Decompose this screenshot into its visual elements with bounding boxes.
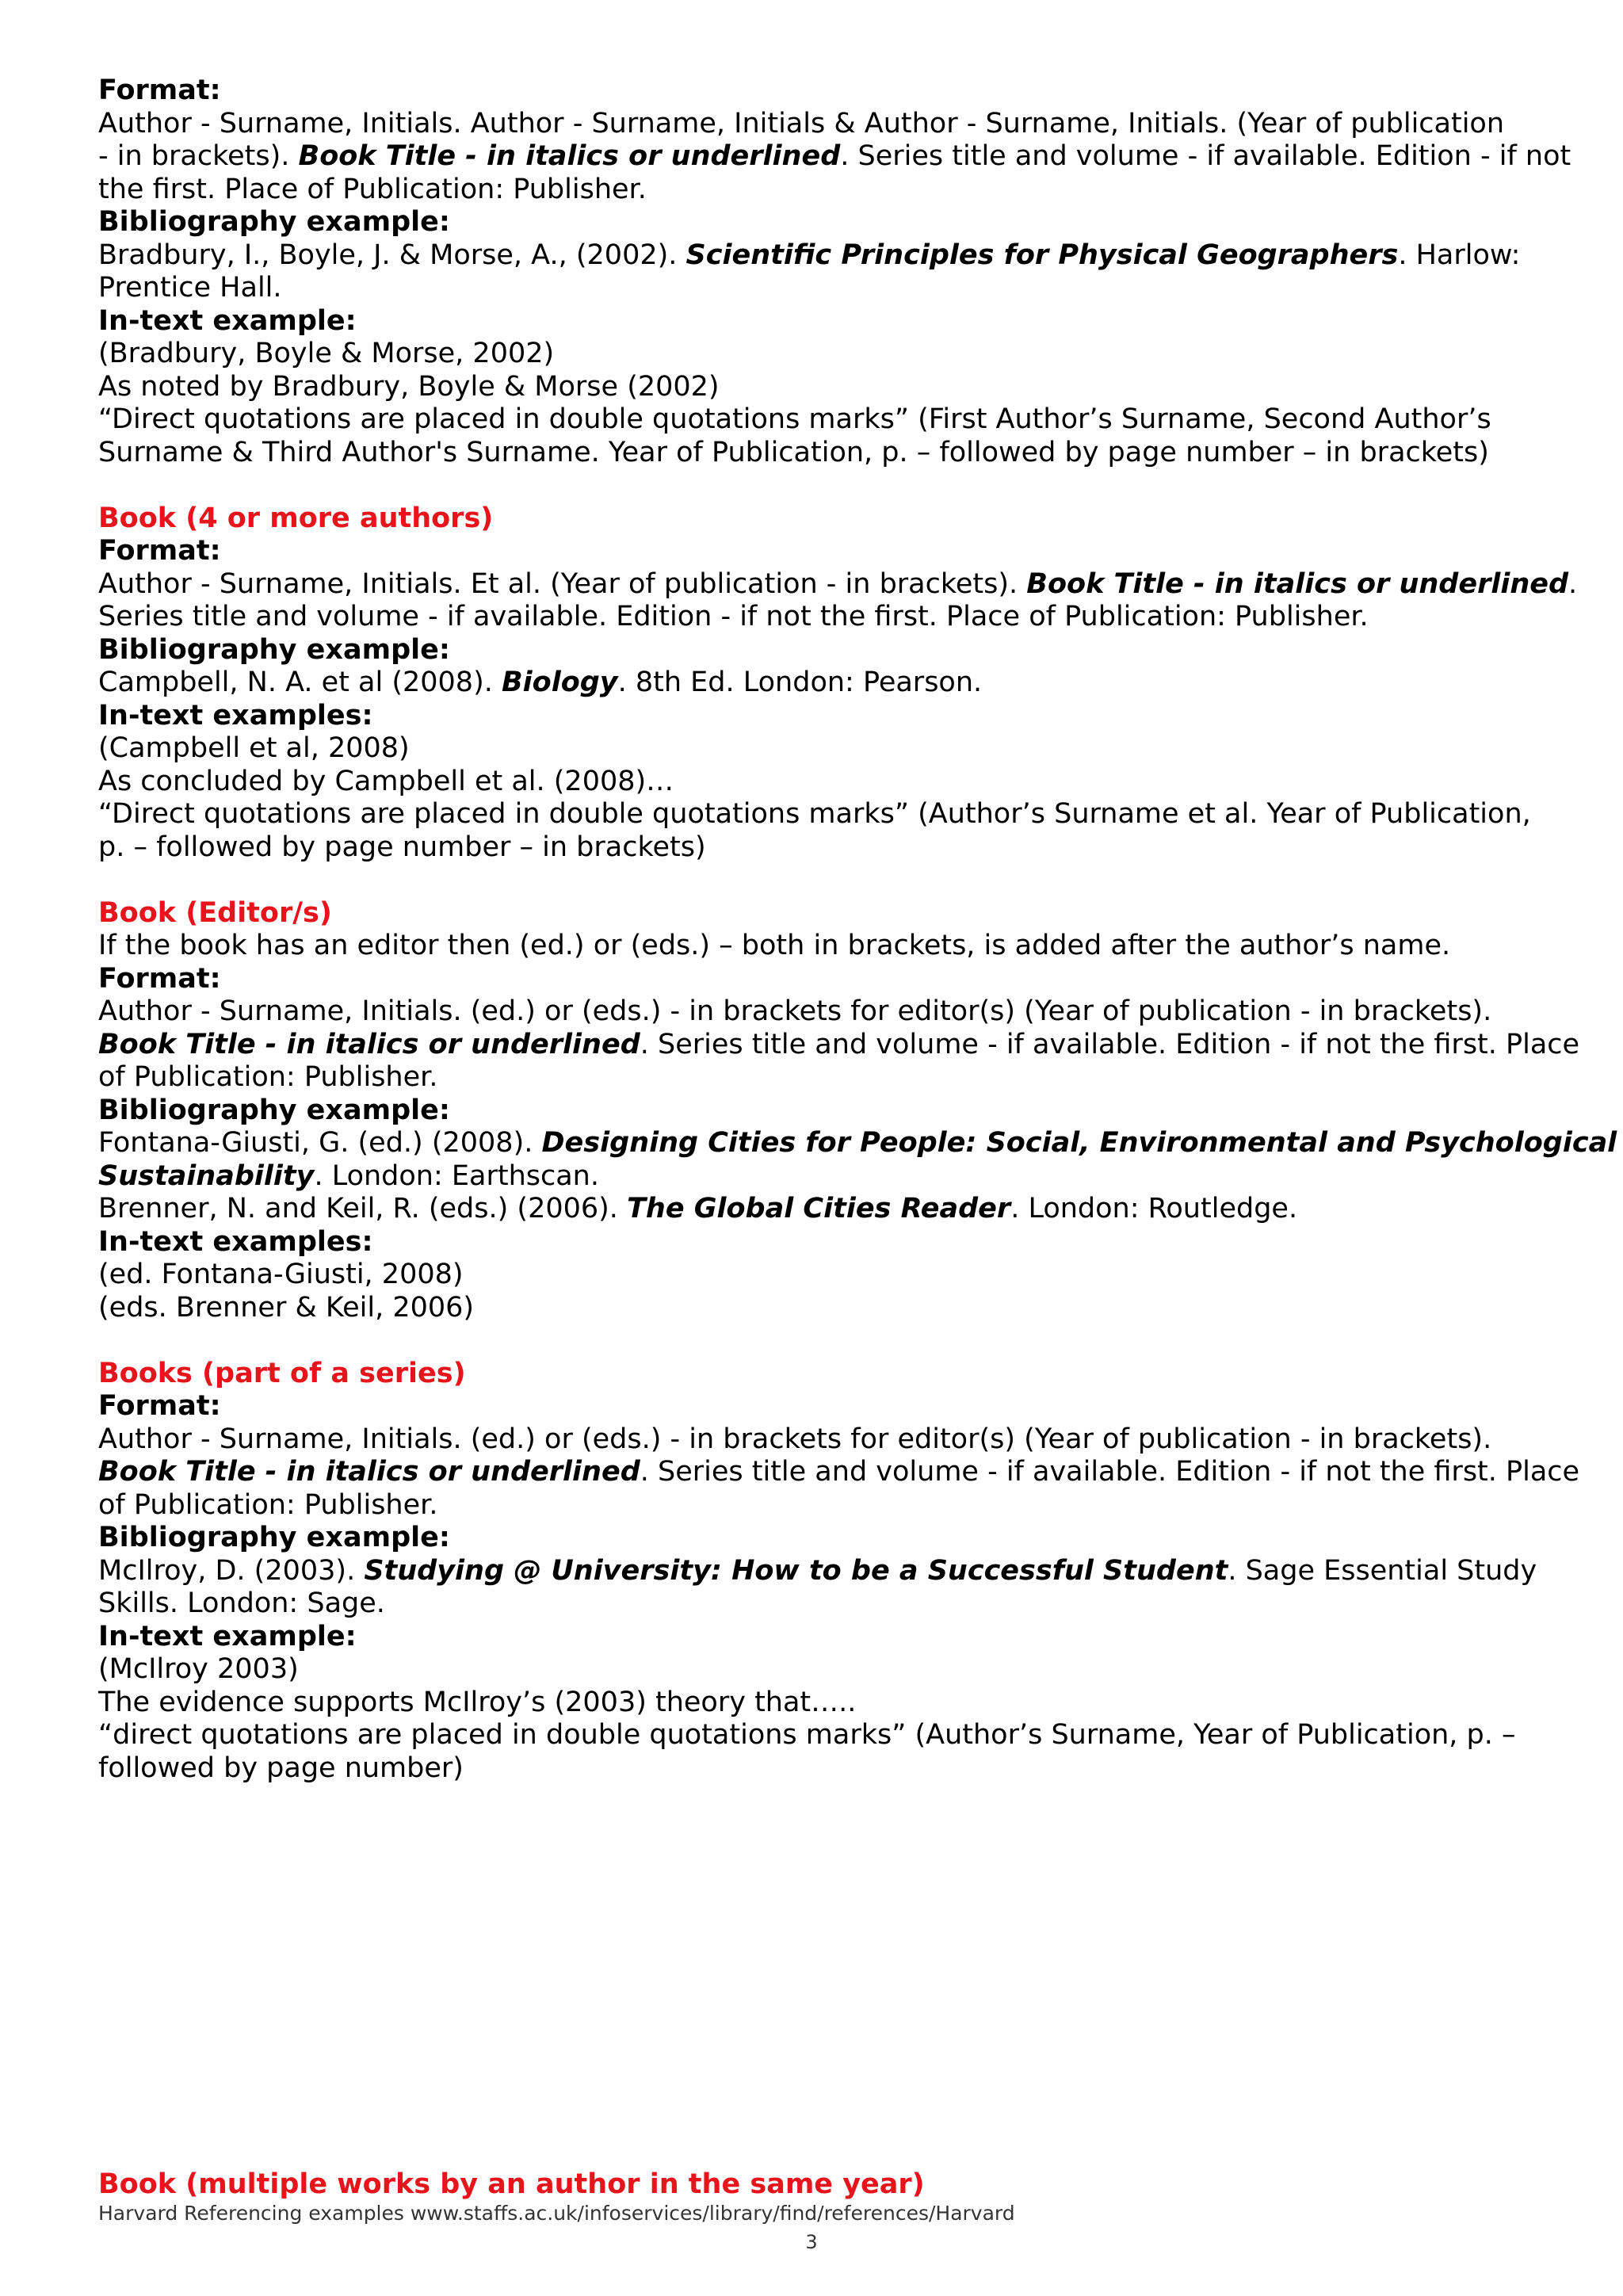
section-spacer xyxy=(98,469,1549,502)
text-line xyxy=(98,140,1571,174)
text-line xyxy=(98,766,1549,799)
text-line xyxy=(98,174,1549,207)
book-title: Book Title - in italics or underlined xyxy=(98,1456,640,1488)
text-line xyxy=(98,1456,1580,1489)
text-line xyxy=(98,437,1549,470)
text-line xyxy=(98,371,1549,404)
text-line xyxy=(98,1061,1549,1095)
text-run: (McIlroy 2003) xyxy=(98,1653,299,1685)
book-title: Designing Cities for People: Social, Environmental and Psychological xyxy=(541,1127,1617,1159)
book-title: Studying @ University: How to be a Successful Student xyxy=(364,1554,1228,1587)
text-line xyxy=(98,601,1549,634)
text-line xyxy=(98,1127,1617,1160)
bibliography-label: Bibliography example: xyxy=(98,206,450,238)
text-line xyxy=(98,1028,1580,1062)
bottom-section xyxy=(98,2168,1549,2202)
text-run: p. – followed by page number – in brackets) xyxy=(98,831,706,863)
format-text xyxy=(98,567,1578,634)
bibliography-example xyxy=(98,1127,1617,1226)
text-run: Fontana-Giusti, G. (ed.) (2008). xyxy=(98,1127,542,1159)
section-series xyxy=(98,1357,1580,1786)
text-run: Series title and volume - if available. Edition - if not the first. Place of Publication: Publisher. xyxy=(98,601,1369,632)
text-run: . Series title and volume - if available. Edition - if not xyxy=(840,140,1571,172)
text-run: (ed. Fontana-Giusti, 2008) xyxy=(98,1259,464,1290)
text-run: “direct quotations are placed in double quotations marks” (Author’s Surname, Year of Publication, p. – xyxy=(98,1719,1516,1751)
format-text xyxy=(98,995,1580,1095)
text-line xyxy=(98,995,1549,1029)
page-content xyxy=(98,74,1617,1785)
text-run: of Publication: Publisher. xyxy=(98,1061,438,1093)
footer-text: Harvard Referencing examples www.staffs.ac.uk/infoservices/library/find/references/Harvard xyxy=(98,2202,1015,2225)
text-run: . Series title and volume - if available. Edition - if not the first. Place xyxy=(640,1456,1580,1488)
text-line xyxy=(98,1489,1549,1522)
intext-example xyxy=(98,732,1549,864)
text-run: Author - Surname, Initials. Author - Surname, Initials & Author - Surname, Initials. (Year of publication xyxy=(98,107,1505,139)
text-run: Author - Surname, Initials. Et al. (Year of publication - in brackets). xyxy=(98,567,1027,600)
format-label: Format: xyxy=(98,1390,221,1422)
text-line xyxy=(98,1193,1549,1226)
section-heading: Book (4 or more authors) xyxy=(98,502,494,534)
text-run: As noted by Bradbury, Boyle & Morse (2002) xyxy=(98,370,720,403)
section-heading: Book (multiple works by an author in the same year) xyxy=(98,2168,925,2200)
bibliography-label: Bibliography example: xyxy=(98,1094,450,1126)
text-line xyxy=(98,403,1549,437)
intext-label: In-text examples: xyxy=(98,699,373,732)
section-three-authors xyxy=(98,74,1571,469)
intext-label: In-text example: xyxy=(98,1620,357,1652)
section-editors xyxy=(98,896,1617,1325)
format-text xyxy=(98,107,1571,207)
section-heading: Book (Editor/s) xyxy=(98,896,332,929)
book-title: The Global Cities Reader xyxy=(627,1193,1011,1224)
text-line xyxy=(98,1719,1549,1752)
text-line xyxy=(98,239,1549,273)
format-label: Format: xyxy=(98,74,221,106)
text-line xyxy=(98,1292,1549,1325)
text-run: (Campbell et al, 2008) xyxy=(98,732,410,764)
text-run: the first. Place of Publication: Publisher. xyxy=(98,173,647,205)
text-line xyxy=(98,1259,1549,1292)
intext-example xyxy=(98,1653,1549,1785)
text-run: Author - Surname, Initials. (ed.) or (eds.) - in brackets for editor(s) (Year of publication - in brackets). xyxy=(98,1423,1492,1455)
intext-example xyxy=(98,1259,1549,1324)
text-line xyxy=(98,798,1549,831)
text-line xyxy=(98,732,1549,766)
book-title: Book Title - in italics or underlined xyxy=(298,140,841,172)
text-line xyxy=(98,1653,1549,1687)
text-line xyxy=(98,667,1549,700)
book-title: Scientific Principles for Physical Geographers xyxy=(685,239,1399,271)
text-run: McIlroy, D. (2003). xyxy=(98,1554,365,1587)
text-run: Brenner, N. and Keil, R. (eds.) (2006). xyxy=(98,1193,628,1224)
text-line xyxy=(98,272,1549,305)
text-run: . 8th Ed. London: Pearson. xyxy=(617,667,983,698)
text-line xyxy=(98,831,1549,865)
text-line xyxy=(98,1587,1549,1621)
book-title: Sustainability xyxy=(98,1159,315,1192)
book-title: Book Title - in italics or underlined xyxy=(98,1028,640,1060)
text-line xyxy=(98,1687,1549,1720)
text-run: . Series title and volume - if available. Edition - if not the first. Place xyxy=(640,1028,1580,1060)
bibliography-example xyxy=(98,239,1549,305)
bibliography-label: Bibliography example: xyxy=(98,1522,450,1553)
text-run: Surname & Third Author's Surname. Year of Publication, p. – followed by page number – in brackets) xyxy=(98,436,1489,468)
intext-label: In-text example: xyxy=(98,304,357,337)
text-run: . London: Routledge. xyxy=(1010,1193,1298,1224)
text-run: - in brackets). xyxy=(98,140,299,172)
text-line xyxy=(98,108,1549,141)
text-run: (eds. Brenner & Keil, 2006) xyxy=(98,1291,475,1324)
format-text xyxy=(98,1423,1580,1522)
text-line xyxy=(98,1423,1549,1457)
section-spacer xyxy=(98,1324,1549,1358)
text-run: (Bradbury, Boyle & Morse, 2002) xyxy=(98,338,555,369)
text-run: If the book has an editor then (ed.) or (eds.) – both in brackets, is added after the author’s name. xyxy=(98,930,1451,961)
text-line xyxy=(98,1752,1549,1786)
format-label: Format: xyxy=(98,535,221,567)
text-line xyxy=(98,1555,1549,1588)
bibliography-label: Bibliography example: xyxy=(98,633,450,666)
section-heading: Books (part of a series) xyxy=(98,1357,466,1389)
text-run: “Direct quotations are placed in double quotations marks” (Author’s Surname et al. Year of Publication, xyxy=(98,798,1531,830)
section-four-authors xyxy=(98,502,1578,865)
text-run: Campbell, N. A. et al (2008). xyxy=(98,667,502,698)
text-run: The evidence supports McIlroy’s (2003) theory that….. xyxy=(98,1686,857,1718)
text-run: Author - Surname, Initials. (ed.) or (eds.) - in brackets for editor(s) (Year of publication - in brackets). xyxy=(98,995,1492,1027)
text-run: Skills. London: Sage. xyxy=(98,1587,385,1619)
text-run: of Publication: Publisher. xyxy=(98,1488,438,1521)
section-spacer xyxy=(98,864,1549,897)
text-line xyxy=(98,567,1578,602)
book-title: Book Title - in italics or underlined xyxy=(1026,567,1569,600)
text-run: “Direct quotations are placed in double quotations marks” (First Author’s Surname, Second Author’s xyxy=(98,403,1491,435)
text-line xyxy=(98,930,1549,963)
book-title: Biology xyxy=(501,667,618,698)
text-run: Prentice Hall. xyxy=(98,272,282,304)
format-label: Format: xyxy=(98,962,221,995)
intext-label: In-text examples: xyxy=(98,1225,373,1258)
text-run: . Sage Essential Study xyxy=(1228,1554,1537,1587)
text-run: . xyxy=(1568,567,1578,600)
text-line xyxy=(98,338,1549,371)
text-line xyxy=(98,1160,1549,1194)
text-run: As concluded by Campbell et al. (2008)… xyxy=(98,765,674,797)
text-run: followed by page number) xyxy=(98,1752,464,1784)
intext-example xyxy=(98,338,1549,469)
text-run: . London: Earthscan. xyxy=(314,1159,599,1192)
intro-text xyxy=(98,930,1549,963)
bibliography-example xyxy=(98,1555,1549,1621)
text-run: . Harlow: xyxy=(1398,239,1521,271)
bibliography-example xyxy=(98,667,1549,700)
page-number: 3 xyxy=(805,2231,818,2253)
text-run: Bradbury, I., Boyle, J. & Morse, A., (2002). xyxy=(98,239,686,271)
